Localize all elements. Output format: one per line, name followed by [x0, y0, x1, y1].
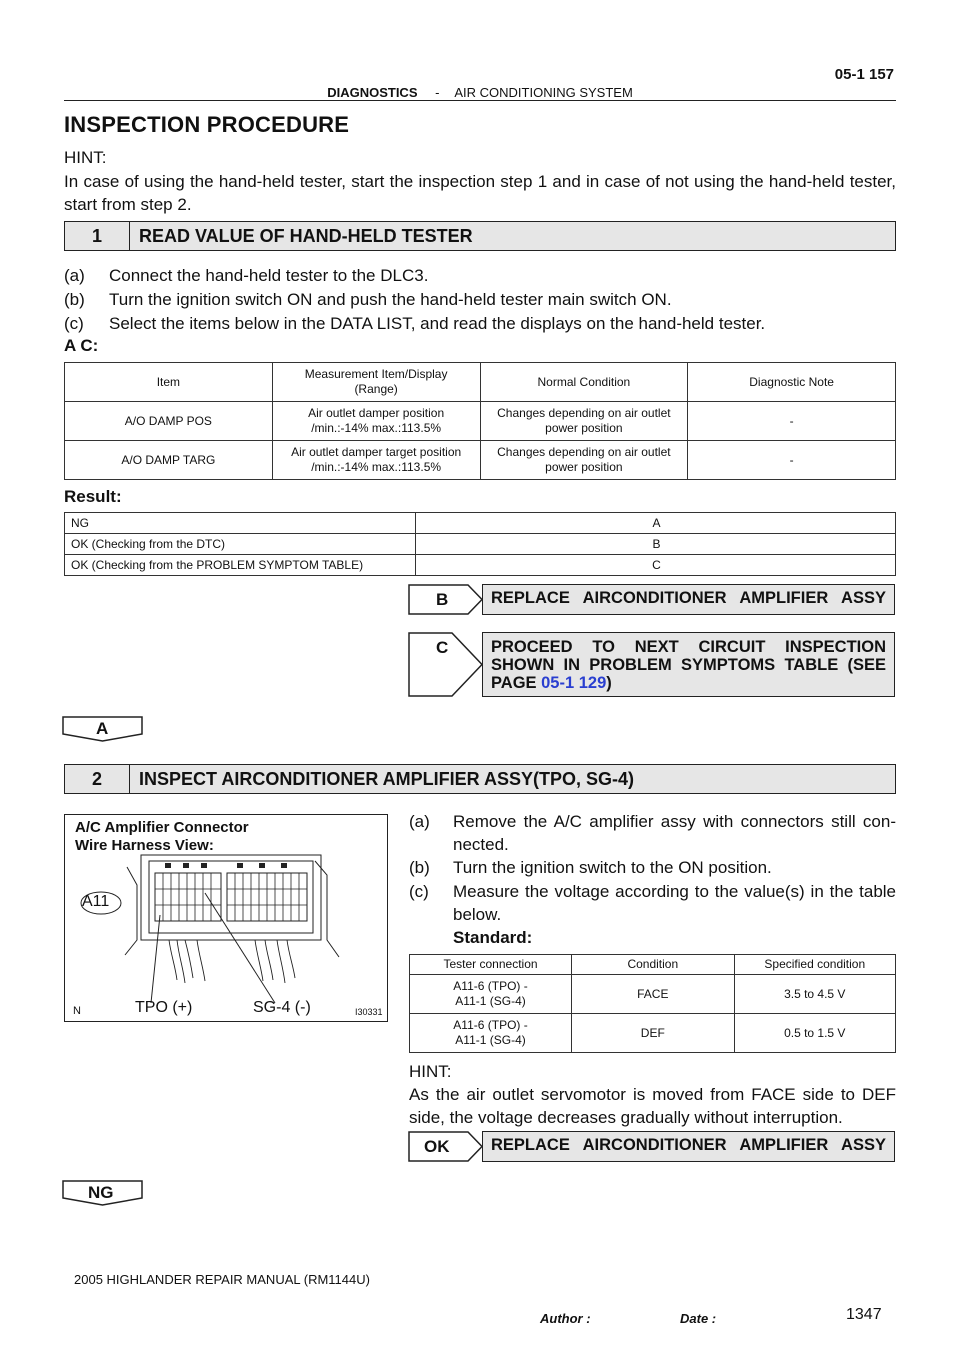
item-text: Measure the voltage according to the value(s) in the table	[453, 882, 896, 901]
table-cell: -	[688, 402, 896, 441]
table-cell: 3.5 to 4.5 V	[734, 975, 895, 1014]
outcome-c-action	[482, 632, 895, 697]
table-cell: Changes depending on air outlet power position	[480, 402, 688, 441]
header-cell: Normal Condition	[480, 363, 688, 402]
table-cell: -	[688, 441, 896, 480]
table-cell: NG	[65, 513, 416, 534]
table-row	[65, 513, 896, 534]
sg4-label: SG-4 (-)	[253, 999, 311, 1016]
header-cell: Diagnostic Note	[688, 363, 896, 402]
item-marker: (c)	[64, 314, 84, 333]
step2-item-a	[409, 810, 896, 856]
step1-item-c	[64, 312, 765, 335]
table-cell: A11-6 (TPO) - A11-1 (SG-4)	[410, 1014, 572, 1053]
item-marker: (a)	[64, 266, 85, 285]
table-row	[65, 555, 896, 576]
hint2-line2: side, the voltage decreases gradually without interruption.	[409, 1108, 843, 1127]
outcome-a-label: A	[96, 719, 109, 738]
table-row	[65, 402, 896, 441]
table-cell: A11-6 (TPO) - A11-1 (SG-4)	[410, 975, 572, 1014]
outcome-b-action: REPLACE AIRCONDITIONER AMPLIFIER ASSY	[482, 584, 895, 615]
standard-label: Standard:	[453, 928, 533, 947]
outcome-c-line3	[491, 674, 886, 692]
outcome-c-page-suffix: )	[606, 674, 612, 692]
table-cell: Changes depending on air outlet power position	[480, 441, 688, 480]
hint2-line1: As the air outlet servomotor is moved from FACE side to DEF	[409, 1085, 896, 1104]
header-cell: Measurement Item/Display (Range)	[272, 363, 480, 402]
figure-caption-line1: A/C Amplifier Connector	[75, 819, 249, 836]
page-link[interactable]: 05-1 129	[541, 674, 607, 692]
step-2-title: INSPECT AIRCONDITIONER AMPLIFIER ASSY(TPO, SG-4)	[139, 769, 635, 789]
figure-id: I30331	[355, 1007, 383, 1017]
step1-item-a	[64, 264, 428, 287]
header-section: DIAGNOSTICS	[327, 85, 418, 100]
table-cell: 0.5 to 1.5 V	[734, 1014, 895, 1053]
step2-item-b	[409, 856, 772, 879]
step-2-number: 2	[65, 765, 130, 793]
header-cell: Tester connection	[410, 955, 572, 975]
page-number: 05-1 157	[834, 66, 894, 83]
item-marker: (a)	[409, 812, 430, 831]
outcome-c-line1: PROCEED TO NEXT CIRCUIT INSPECTION	[491, 638, 886, 656]
table-header-row	[65, 363, 896, 402]
step-1-title: READ VALUE OF HAND-HELD TESTER	[139, 226, 473, 246]
hint-label: HINT:	[64, 148, 107, 167]
footer-page: 1347	[846, 1306, 882, 1323]
step-1-box	[64, 221, 896, 251]
header-cell: Specified condition	[734, 955, 895, 975]
header-cell: Item	[65, 363, 273, 402]
item-text-cont: below.	[453, 905, 502, 924]
outcome-c-line2: SHOWN IN PROBLEM SYMPTOMS TABLE (SEE	[491, 656, 886, 674]
outcome-ng-label: NG	[88, 1183, 114, 1202]
header-subsection: AIR CONDITIONING SYSTEM	[454, 85, 633, 100]
item-marker: (c)	[409, 882, 429, 901]
running-header	[0, 85, 960, 100]
result-label: Result:	[64, 487, 122, 506]
table-cell: FACE	[572, 975, 734, 1014]
table-cell: OK (Checking from the DTC)	[65, 534, 416, 555]
item-text-cont: nected.	[453, 835, 509, 854]
table-row	[65, 534, 896, 555]
connector-figure	[64, 814, 388, 1022]
outcome-ok-label: OK	[424, 1137, 450, 1156]
footer-author: Author :	[540, 1311, 591, 1326]
item-text: Turn the ignition switch to the ON position.	[453, 858, 772, 877]
outcome-c-page-prefix: PAGE	[491, 674, 542, 692]
step-2-box	[64, 764, 896, 794]
data-list-table	[64, 362, 896, 480]
item-text: Connect the hand-held tester to the DLC3.	[109, 266, 429, 285]
step-1-number: 1	[65, 222, 130, 250]
table-cell: A/O DAMP TARG	[65, 441, 273, 480]
result-table	[64, 512, 896, 576]
step1-item-b	[64, 288, 672, 311]
table-cell: DEF	[572, 1014, 734, 1053]
table-cell: Air outlet damper position /min.:-14% max.:113.5%	[272, 402, 480, 441]
footer-date: Date :	[680, 1311, 717, 1326]
outcome-b-label: B	[436, 590, 449, 609]
item-marker: (b)	[409, 858, 430, 877]
figure-caption-line2: Wire Harness View:	[75, 837, 214, 854]
header-rule	[64, 100, 896, 101]
table-header-row	[410, 955, 896, 975]
table-cell: A/O DAMP POS	[65, 402, 273, 441]
table-cell: Air outlet damper target position /min.:-14% max.:113.5%	[272, 441, 480, 480]
outcome-c-label: C	[436, 638, 449, 657]
connector-drawing	[65, 815, 387, 1021]
table-cell: OK (Checking from the PROBLEM SYMPTOM TABLE)	[65, 555, 416, 576]
item-text: Select the items below in the DATA LIST, and read the displays on the hand-held tester.	[109, 314, 766, 333]
header-separator: -	[435, 85, 440, 100]
step2-item-c	[409, 880, 896, 926]
table-cell: A	[416, 513, 896, 534]
footer-manual: 2005 HIGHLANDER REPAIR MANUAL (RM1144U)	[74, 1272, 370, 1287]
hint2-label: HINT:	[409, 1062, 452, 1081]
standard-table	[409, 954, 896, 1053]
table-row	[410, 1014, 896, 1053]
header-cell: Condition	[572, 955, 734, 975]
table-row	[65, 441, 896, 480]
item-text: Turn the ignition switch ON and push the hand-held tester main switch ON.	[109, 290, 672, 309]
outcome-ok-action: REPLACE AIRCONDITIONER AMPLIFIER ASSY	[482, 1131, 895, 1162]
figure-corner-mark: N	[73, 1005, 81, 1017]
page-title: INSPECTION PROCEDURE	[64, 112, 350, 137]
hint-text: In case of using the hand-held tester, start the inspection step 1 and in case of not using the hand-held tester, start from step 2.	[64, 172, 896, 214]
table-row	[410, 975, 896, 1014]
ac-label: A C:	[64, 336, 99, 355]
table-cell: B	[416, 534, 896, 555]
table-cell: C	[416, 555, 896, 576]
connector-id: A11	[82, 893, 110, 910]
item-text: Remove the A/C amplifier assy with connectors still con-	[453, 812, 896, 831]
item-marker: (b)	[64, 290, 85, 309]
tpo-label: TPO (+)	[135, 999, 193, 1016]
